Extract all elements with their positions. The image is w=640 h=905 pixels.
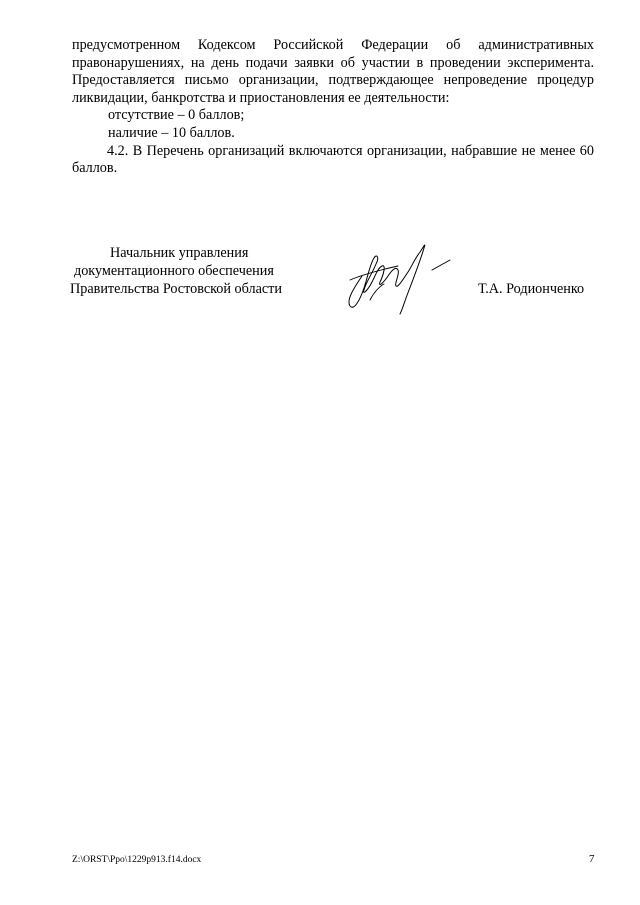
option-absent: отсутствие – 0 баллов; [108, 107, 245, 124]
position-line-1: Начальник управления [110, 245, 249, 261]
option-present: наличие – 10 баллов. [108, 124, 235, 141]
signer-name: Т.А. Родионченко [478, 281, 585, 297]
signatory-position [70, 245, 302, 298]
page-number: 7 [589, 853, 595, 865]
position-line-3: Правительства Ростовской области [70, 280, 282, 297]
clause-4-2: 4.2. В Перечень организаций включаются организации, набравшие не менее 60 баллов. [72, 142, 594, 177]
handwritten-signature [340, 236, 455, 316]
paragraph-continuation: предусмотренном Кодексом Российской Федерации об административных правонарушениях, на день подачи заявки об участии в проведении эксперимента. Предоставляется письмо организации, подтверждающее непроведение процедур ликвидации, банкротства и приостановления ее деятельности: [72, 37, 594, 106]
document-body [72, 37, 594, 178]
footer-file-path: Z:\ORST\Ppo\1229p913.f14.docx [72, 855, 202, 865]
position-line-2: документационного обеспечения [74, 262, 274, 279]
